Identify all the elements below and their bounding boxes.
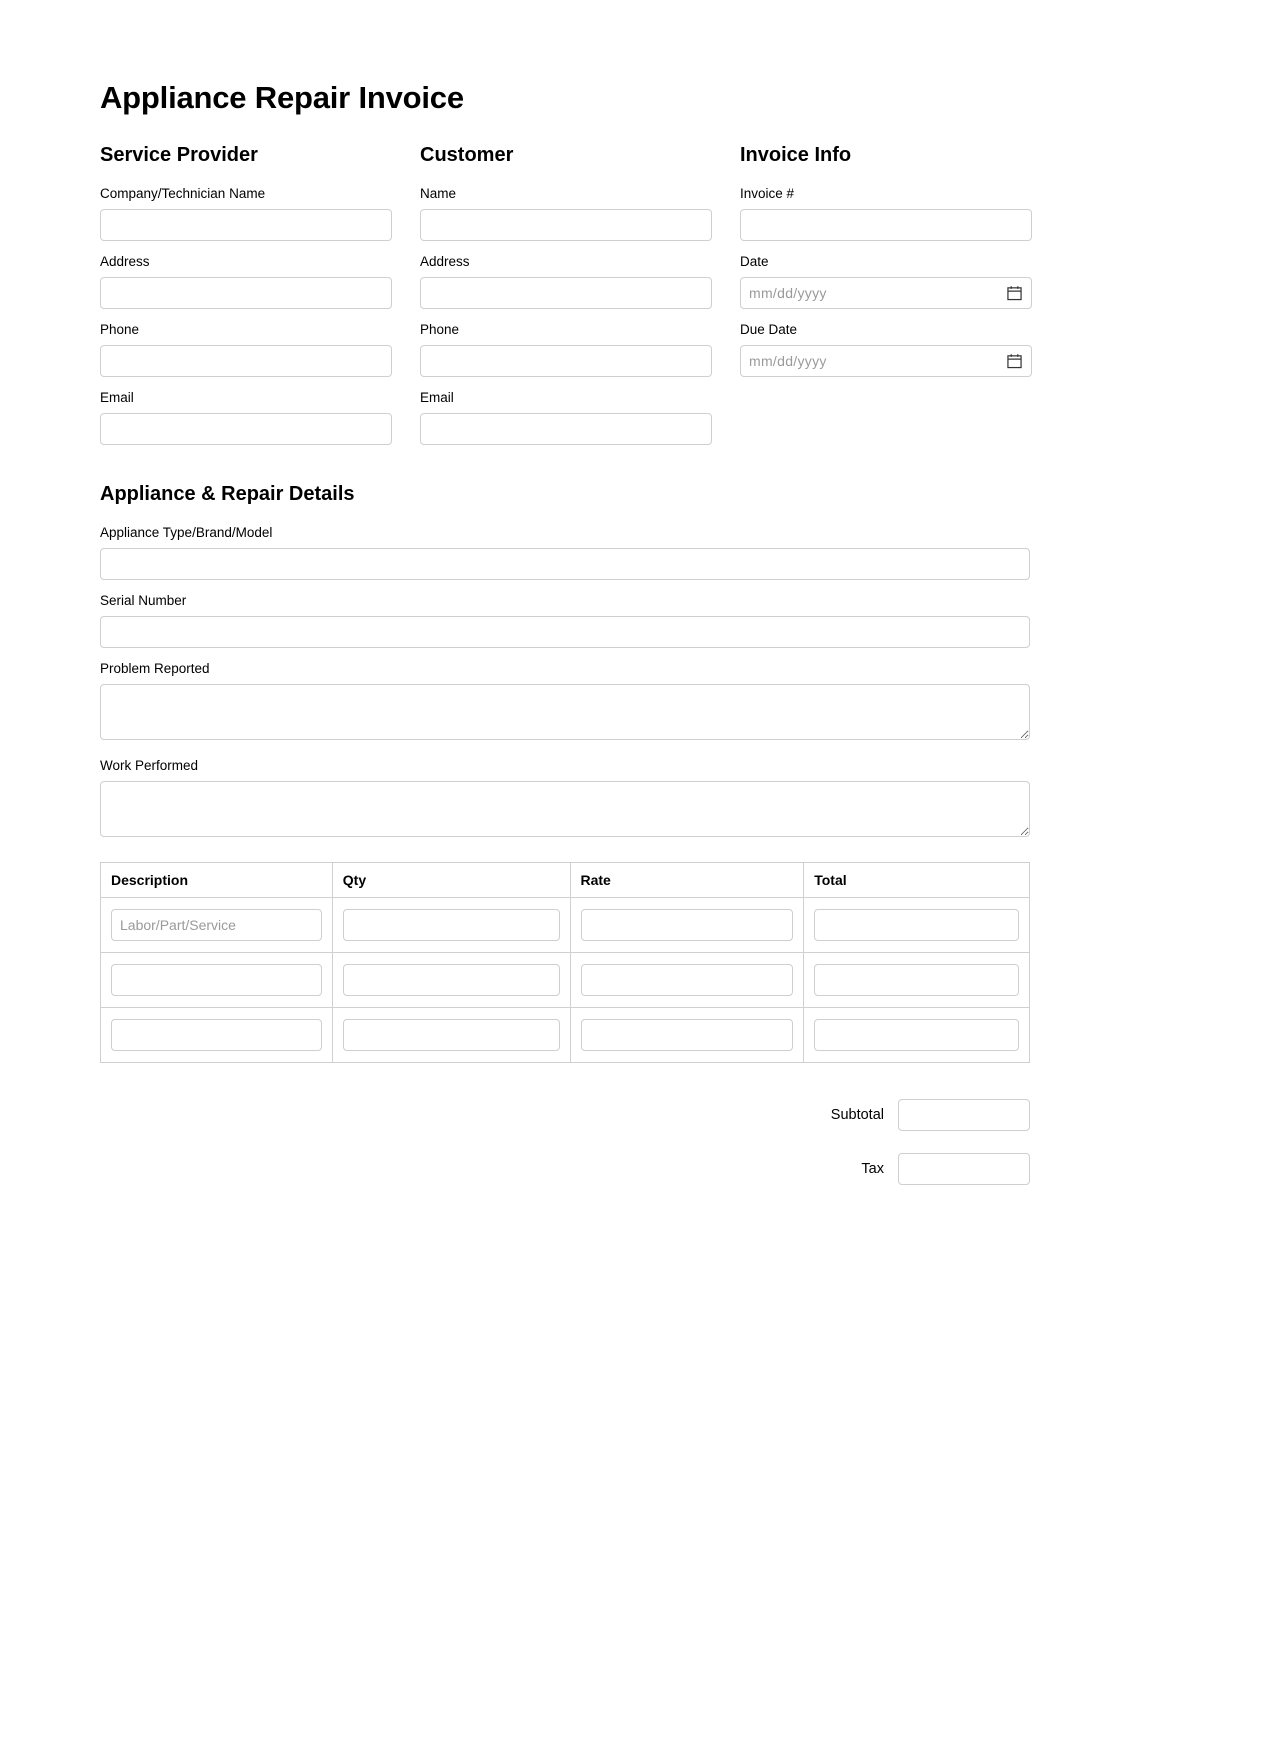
provider-company-label: Company/Technician Name (100, 186, 266, 201)
cell-total (804, 953, 1030, 1008)
customer-name-input[interactable] (420, 209, 712, 241)
provider-address-label: Address (100, 254, 150, 269)
totals-section (100, 1099, 1030, 1185)
invoice-date-input[interactable] (740, 277, 1032, 309)
provider-email-field (100, 389, 392, 445)
customer-phone-label: Phone (420, 322, 460, 337)
provider-email-input[interactable] (100, 413, 392, 445)
customer-email-field (420, 389, 712, 445)
work-performed-label: Work Performed (100, 758, 199, 773)
cell-total (804, 898, 1030, 953)
invoice-due-date-label: Due Date (740, 322, 798, 337)
customer-phone-field (420, 321, 712, 377)
line-items-table (100, 862, 1030, 1063)
subtotal-label: Subtotal (830, 1107, 884, 1123)
provider-address-field (100, 253, 392, 309)
service-provider-heading: Service Provider (100, 144, 258, 166)
line-items-header-row (101, 863, 1030, 898)
provider-phone-label: Phone (100, 322, 140, 337)
column-header-total: Total (804, 863, 1030, 898)
invoice-due-date-field (740, 321, 1032, 377)
line-item-rate-input[interactable] (581, 1019, 794, 1051)
invoice-info-heading: Invoice Info (740, 144, 852, 166)
serial-number-field (100, 592, 1030, 648)
line-item-total-input[interactable] (814, 1019, 1019, 1051)
provider-address-input[interactable] (100, 277, 392, 309)
appliance-type-field (100, 524, 1030, 580)
appliance-type-label: Appliance Type/Brand/Model (100, 525, 273, 540)
cell-rate (570, 898, 804, 953)
work-performed-field (100, 757, 1030, 842)
customer-name-label: Name (420, 186, 457, 201)
cell-description (101, 953, 333, 1008)
invoice-date-field (740, 253, 1032, 309)
line-item-description-input[interactable] (111, 1019, 322, 1051)
customer-email-label: Email (420, 390, 454, 405)
cell-rate (570, 1008, 804, 1063)
problem-reported-field (100, 660, 1030, 745)
work-performed-textarea[interactable] (100, 781, 1030, 837)
line-item-qty-input[interactable] (343, 964, 560, 996)
cell-rate (570, 953, 804, 1008)
service-provider-column (100, 144, 392, 457)
subtotal-row (100, 1099, 1030, 1131)
details-heading: Appliance & Repair Details (100, 483, 355, 505)
customer-address-label: Address (420, 254, 470, 269)
cell-qty (332, 953, 570, 1008)
invoice-info-column (740, 144, 1032, 457)
customer-address-field (420, 253, 712, 309)
provider-phone-field (100, 321, 392, 377)
problem-reported-textarea[interactable] (100, 684, 1030, 740)
tax-row (100, 1153, 1030, 1185)
cell-qty (332, 1008, 570, 1063)
tax-input[interactable] (898, 1153, 1030, 1185)
invoice-number-label: Invoice # (740, 186, 795, 201)
problem-reported-label: Problem Reported (100, 661, 210, 676)
line-item-description-input[interactable] (111, 964, 322, 996)
cell-total (804, 1008, 1030, 1063)
tax-label: Tax (861, 1161, 884, 1177)
line-item-rate-input[interactable] (581, 964, 794, 996)
invoice-date-wrap (740, 277, 1032, 309)
invoice-date-label: Date (740, 254, 769, 269)
line-item-total-input[interactable] (814, 964, 1019, 996)
table-row (101, 953, 1030, 1008)
column-header-qty: Qty (332, 863, 570, 898)
invoice-due-date-input[interactable] (740, 345, 1032, 377)
line-item-rate-input[interactable] (581, 909, 794, 941)
invoice-number-field (740, 185, 1032, 241)
provider-email-label: Email (100, 390, 134, 405)
line-item-qty-input[interactable] (343, 1019, 560, 1051)
top-columns (100, 144, 1163, 457)
customer-name-field (420, 185, 712, 241)
subtotal-input[interactable] (898, 1099, 1030, 1131)
appliance-type-input[interactable] (100, 548, 1030, 580)
appliance-repair-details-section (100, 483, 1163, 842)
line-item-total-input[interactable] (814, 909, 1019, 941)
customer-address-input[interactable] (420, 277, 712, 309)
column-header-rate: Rate (570, 863, 804, 898)
table-row (101, 1008, 1030, 1063)
serial-number-label: Serial Number (100, 593, 187, 608)
invoice-number-input[interactable] (740, 209, 1032, 241)
invoice-due-date-wrap (740, 345, 1032, 377)
cell-description (101, 898, 333, 953)
customer-email-input[interactable] (420, 413, 712, 445)
table-row (101, 898, 1030, 953)
customer-column (420, 144, 712, 457)
cell-qty (332, 898, 570, 953)
provider-company-input[interactable] (100, 209, 392, 241)
cell-description (101, 1008, 333, 1063)
provider-company-field (100, 185, 392, 241)
line-item-description-input[interactable] (111, 909, 322, 941)
customer-phone-input[interactable] (420, 345, 712, 377)
column-header-description: Description (101, 863, 333, 898)
customer-heading: Customer (420, 144, 514, 166)
provider-phone-input[interactable] (100, 345, 392, 377)
page-title: Appliance Repair Invoice (100, 80, 464, 115)
serial-number-input[interactable] (100, 616, 1030, 648)
line-item-qty-input[interactable] (343, 909, 560, 941)
